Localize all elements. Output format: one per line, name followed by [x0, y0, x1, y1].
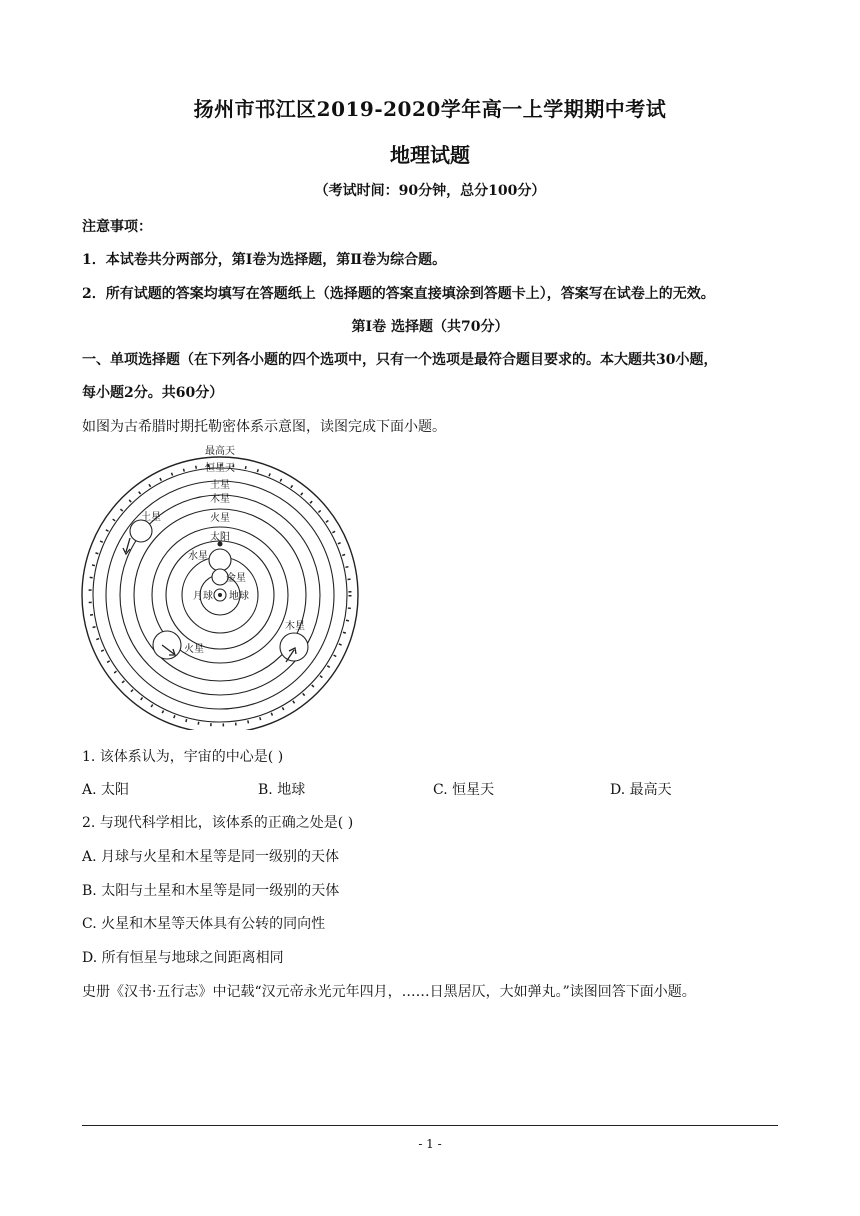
section-instruction-line1: 一、单项选择题（在下列各小题的四个选项中，只有一个选项是最符合题目要求的。本大题共30小题， — [82, 352, 718, 368]
page-number: - 1 - — [418, 1137, 442, 1151]
section-instruction-line2: 每小题2分。共60分） — [82, 385, 224, 401]
label-ring-mars: 火星 — [210, 513, 230, 524]
question-2-option-c: C. 火星和木星等天体具有公转的同向性 — [82, 916, 326, 932]
label-earth: 地球 — [229, 591, 249, 602]
label-ring-jupiter: 木星 — [210, 494, 230, 505]
label-outer2: 恒星天 — [205, 463, 235, 474]
label-moon: 月球 — [193, 591, 213, 602]
question-2-option-b: B. 太阳与土星和木星等是同一级别的天体 — [82, 883, 340, 899]
question-2-option-a: A. 月球与火星和木星等是同一级别的天体 — [82, 849, 340, 865]
saturn-epicycle — [130, 520, 152, 542]
label-outer1: 最高天 — [205, 446, 235, 457]
section-title: 第Ⅰ卷 选择题（共70分） — [351, 319, 509, 335]
label-ring-venus: 金星 — [226, 573, 246, 584]
mercury-epicycle — [209, 549, 231, 571]
label-planet-mars: 火星 — [184, 644, 204, 655]
question-2-option-d: D. 所有恒星与地球之间距离相同 — [82, 950, 284, 966]
label-ring-sun: 太阳 — [210, 532, 230, 543]
notes-item-2: 2．所有试题的答案均填写在答题纸上（选择题的答案直接填涂到答题卡上），答案写在试卷上的无效。 — [82, 286, 715, 302]
figure-intro: 如图为古希腊时期托勒密体系示意图，读图完成下面小题。 — [82, 419, 446, 435]
exam-title: 扬州市邗江区2019-2020学年高一上学期期中考试 — [193, 97, 667, 121]
question-1-option-a: A. 太阳 — [82, 782, 130, 798]
label-planet-saturn: 土星 — [141, 512, 161, 523]
ptolemaic-system-diagram — [78, 440, 368, 730]
question-1-stem: 1. 该体系认为，宇宙的中心是( ) — [82, 749, 284, 765]
label-planet-jupiter: 木星 — [285, 621, 305, 632]
notes-item-1: 1．本试卷共分两部分，第Ⅰ卷为选择题，第Ⅱ卷为综合题。 — [82, 252, 447, 268]
question-2-stem: 2. 与现代科学相比，该体系的正确之处是( ) — [82, 815, 354, 831]
footer-divider — [82, 1125, 778, 1126]
exam-info: （考试时间：90分钟，总分100分） — [314, 183, 546, 199]
question-1-option-c: C. 恒星天 — [433, 782, 495, 798]
notes-heading: 注意事项： — [82, 219, 152, 235]
next-question-intro: 史册《汉书·五行志》中记载“汉元帝永光元年四月，……日黑居仄，大如弹丸。”读图回答下面小题。 — [82, 984, 696, 1000]
label-ring-mercury: 水星 — [188, 551, 208, 562]
question-1-option-b: B. 地球 — [258, 782, 306, 798]
jupiter-epicycle — [280, 633, 308, 661]
question-1-option-d: D. 最高天 — [610, 782, 672, 798]
mars-epicycle — [153, 631, 181, 659]
exam-subtitle: 地理试题 — [390, 143, 470, 167]
label-ring-saturn: 土星 — [210, 480, 230, 491]
